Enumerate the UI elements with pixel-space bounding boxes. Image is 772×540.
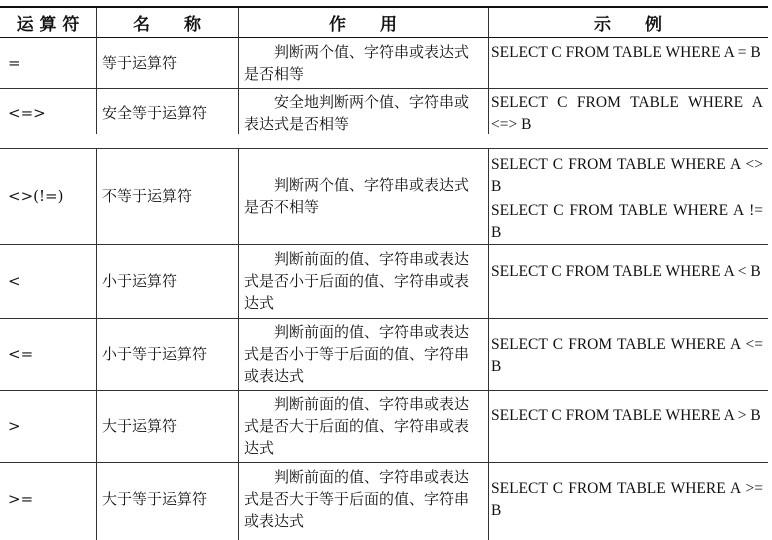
table-row-operator: <= [8, 345, 34, 363]
header-example: 示 例 [594, 15, 662, 35]
table-row-name: 大于运算符 [102, 417, 178, 435]
col-divider [488, 148, 489, 540]
table-row-name: 不等于运算符 [102, 187, 193, 205]
example-statement: SELECT C FROM TABLE WHERE A >= B [491, 480, 763, 519]
table-row-name: 小于等于运算符 [102, 345, 208, 363]
table-row-operator: <=> [8, 104, 46, 122]
header-operator: 运 算 符 [16, 15, 80, 35]
table-row-example [491, 261, 763, 283]
table-row-name: 等于运算符 [102, 54, 178, 72]
example-statement: SELECT C FROM TABLE WHERE A <= B [491, 336, 763, 375]
table-row-description: 安全地判断两个值、字符串或表达式是否相等 [244, 93, 470, 133]
table-row-description: 判断前面的值、字符串或表达式是否大于后面的值、字符串或表达式 [244, 395, 470, 457]
example-statement: SELECT C FROM TABLE WHERE A <=> B [491, 94, 763, 133]
col-divider [238, 148, 239, 540]
table-row-operator: >= [8, 490, 34, 508]
table-row-description: 判断两个值、字符串或表达式是否不相等 [244, 176, 470, 216]
table-row-operator: < [8, 272, 21, 290]
table-row-description: 判断前面的值、字符串或表达式是否大于等于后面的值、字符串或表达式 [244, 468, 470, 530]
table-row-example [491, 154, 763, 244]
example-statement: SELECT C FROM TABLE WHERE A < B [491, 263, 761, 280]
table-row-description: 判断两个值、字符串或表达式是否相等 [244, 43, 470, 83]
table-header [0, 6, 768, 38]
example-statement: SELECT C FROM TABLE WHERE A <> B [491, 156, 763, 195]
table-row-example [491, 405, 763, 427]
table-row-example [491, 334, 763, 378]
table-row-description: 判断前面的值、字符串或表达式是否小于等于后面的值、字符串或表达式 [244, 323, 470, 385]
example-statement: SELECT C FROM TABLE WHERE A != B [491, 202, 763, 241]
table-row-operator: > [8, 417, 21, 435]
table-row-operator: <>(!=) [8, 187, 64, 205]
table-row-description: 判断前面的值、字符串或表达式是否小于后面的值、字符串或表达式 [244, 250, 470, 312]
col-divider [96, 148, 97, 540]
table-row-name: 大于等于运算符 [102, 490, 208, 508]
col-divider [238, 8, 239, 134]
table-row-example [491, 92, 763, 136]
table-row-name: 安全等于运算符 [102, 104, 208, 122]
col-divider [96, 8, 97, 134]
example-statement: SELECT C FROM TABLE WHERE A = B [491, 44, 761, 61]
table-row-name: 小于运算符 [102, 272, 178, 290]
example-statement: SELECT C FROM TABLE WHERE A > B [491, 407, 761, 424]
table-row-example [491, 42, 763, 64]
table-row-operator: = [8, 54, 21, 72]
header-function: 作 用 [329, 15, 397, 35]
table-row-example [491, 478, 763, 522]
header-name: 名 称 [133, 15, 201, 35]
col-divider [488, 8, 489, 134]
